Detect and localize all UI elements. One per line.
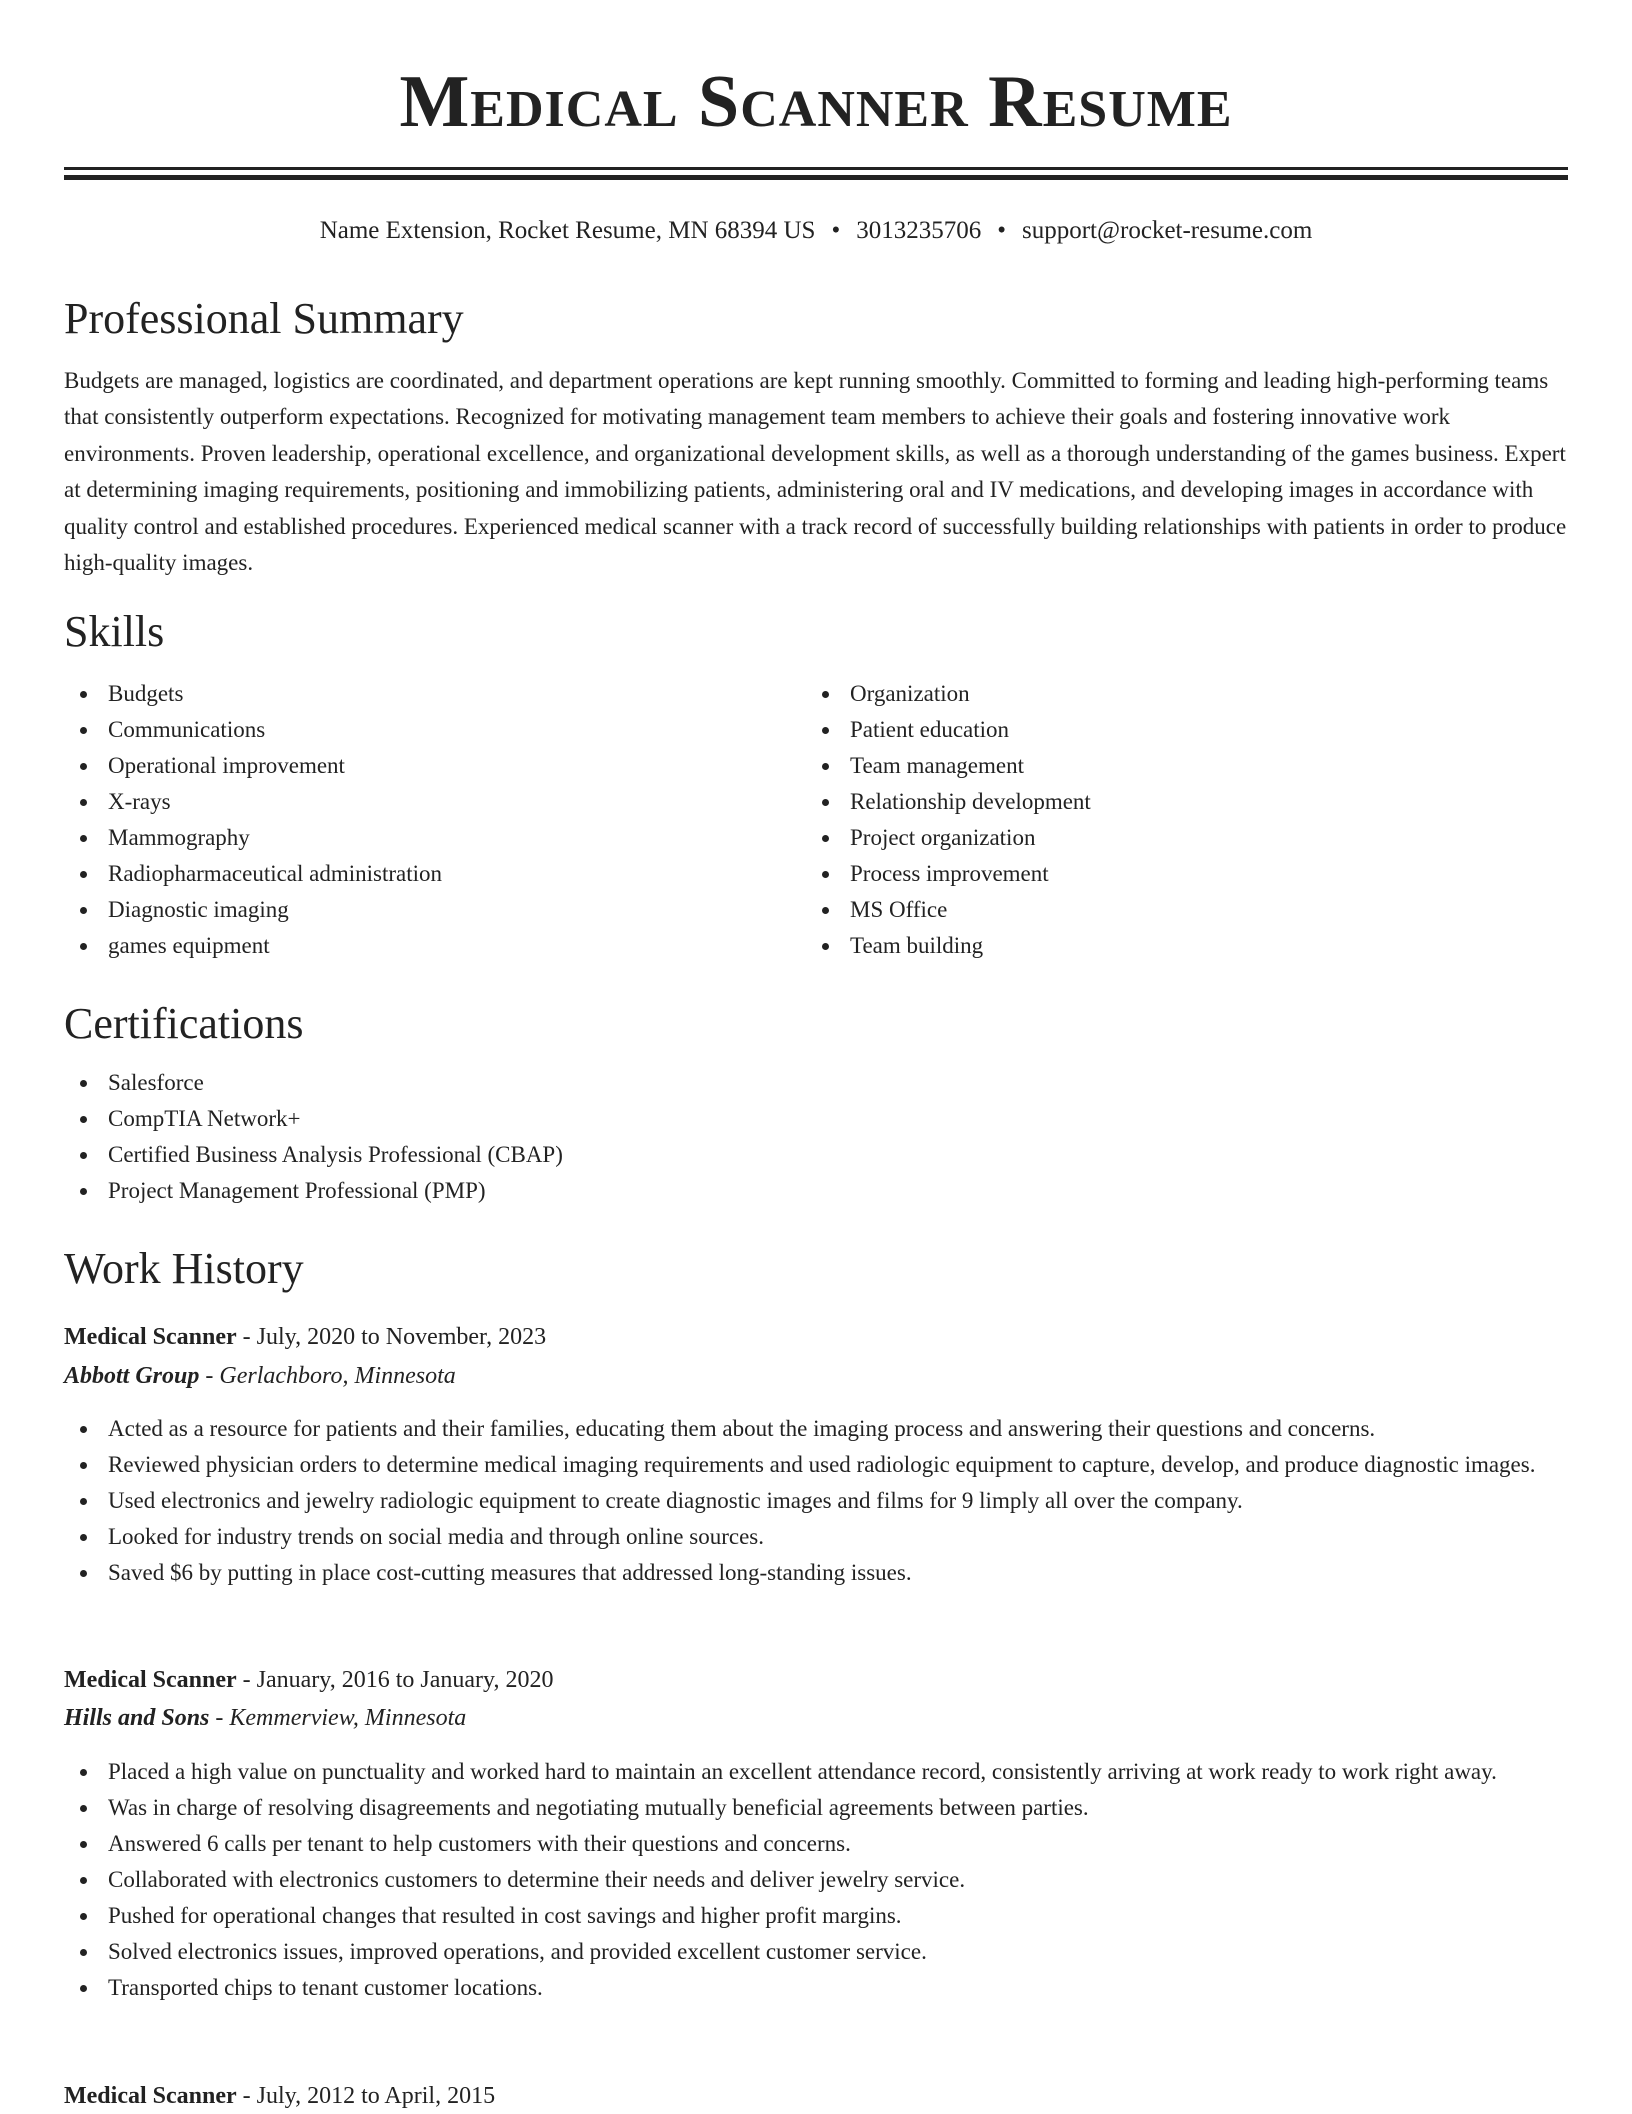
job-bullet: Transported chips to tenant customer locations. [64,1970,1568,2006]
job-company-line [64,1700,466,1736]
certification-item: CompTIA Network+ [64,1101,1568,1137]
skill-item: Diagnostic imaging [64,892,764,928]
job-location: - Gerlachboro, Minnesota [199,1363,456,1389]
job-title-line [64,1319,546,1355]
work-history-heading: Work History [64,1244,304,1293]
job-bullet: Acted as a resource for patients and their families, educating them about the imaging process and answering their questions and concerns. [64,1411,1568,1447]
title-divider-thick [64,175,1568,180]
job-dates: - July, 2020 to November, 2023 [236,1324,547,1350]
job-dates: - January, 2016 to January, 2020 [236,1667,554,1693]
skill-item: X-rays [64,784,764,820]
summary-heading: Professional Summary [64,294,464,343]
skills-list-left [64,676,764,964]
skill-item: Organization [806,676,1506,712]
skill-item: Operational improvement [64,748,764,784]
skill-item: MS Office [806,892,1506,928]
skill-item: Patient education [806,712,1506,748]
skill-item: Relationship development [806,784,1506,820]
job-title-line [64,2078,495,2114]
skill-item: Budgets [64,676,764,712]
certification-item: Certified Business Analysis Professional (CBAP) [64,1137,1568,1173]
job-location: - Kemmerview, Minnesota [209,1705,467,1731]
skill-item: Project organization [806,820,1506,856]
job-bullet: Reviewed physician orders to determine medical imaging requirements and used radiologic equipment to capture, develop, and produce diagnostic images. [64,1447,1568,1483]
job-title: Medical Scanner [64,2083,237,2109]
title-divider-thin [64,167,1568,170]
skills-list-right [806,676,1506,964]
summary-text: Budgets are managed, logistics are coordinated, and department operations are kept running smoothly. Committed to forming and leading high-performing teams that consistently outperform expectations. Recognized for motivating management team members to achieve their goals and fostering innovative work environments. Proven leadership, operational excellence, and organizational development skills, as well as a thorough understanding of the games business. Expert at determining imaging requirements, positioning and immobilizing patients, administering oral and IV medications, and developing images in accordance with quality control and established procedures. Experienced medical scanner with a track record of successfully building relationships with patients in order to produce high-quality images. [64,368,1567,576]
skill-item: games equipment [64,928,764,964]
job-company: Abbott Group [64,1363,200,1389]
contact-phone: 3013235706 [856,217,982,244]
job-bullets [64,1754,1568,2006]
job-bullet: Solved electronics issues, improved operations, and provided excellent customer service. [64,1934,1568,1970]
contact-separator: • [831,217,841,244]
job-bullet: Saved $6 by putting in place cost-cutting measures that addressed long-standing issues. [64,1555,1568,1591]
contact-separator: • [997,217,1006,244]
job-title: Medical Scanner [64,1667,237,1693]
certification-item: Salesforce [64,1065,1568,1101]
skill-item: Team management [806,748,1506,784]
job-bullet: Pushed for operational changes that resulted in cost savings and higher profit margins. [64,1898,1568,1934]
resume-page [64,0,1568,2109]
skill-item: Communications [64,712,764,748]
job-title: Medical Scanner [64,1324,237,1350]
skill-item: Mammography [64,820,764,856]
contact-email: support@rocket-resume.com [1022,217,1313,244]
certifications-heading: Certifications [64,999,304,1048]
contact-line [64,214,1568,248]
job-company: Hills and Sons [64,1705,210,1731]
contact-address: Name Extension, Rocket Resume, MN 68394 US [319,217,816,244]
job-company-line [64,1358,456,1394]
job-bullet: Collaborated with electronics customers to determine their needs and deliver jewelry service. [64,1862,1568,1898]
skill-item: Team building [806,928,1506,964]
job-bullet: Looked for industry trends on social media and through online sources. [64,1519,1568,1555]
certifications-list [64,1065,1568,1209]
job-bullet: Was in charge of resolving disagreements and negotiating mutually beneficial agreements between parties. [64,1790,1568,1826]
job-bullet: Answered 6 calls per tenant to help customers with their questions and concerns. [64,1826,1568,1862]
skill-item: Radiopharmaceutical administration [64,856,764,892]
job-title-line [64,1662,553,1698]
certification-item: Project Management Professional (PMP) [64,1173,1568,1209]
skills-heading: Skills [64,607,165,656]
job-bullet: Used electronics and jewelry radiologic equipment to create diagnostic images and films for 9 limply all over the company. [64,1483,1568,1519]
job-bullet: Placed a high value on punctuality and worked hard to maintain an excellent attendance record, consistently arriving at work ready to work right away. [64,1754,1568,1790]
job-dates: - July, 2012 to April, 2015 [236,2083,496,2109]
job-bullets [64,1411,1568,1591]
resume-title: Medical Scanner Resume [399,61,1233,143]
skill-item: Process improvement [806,856,1506,892]
